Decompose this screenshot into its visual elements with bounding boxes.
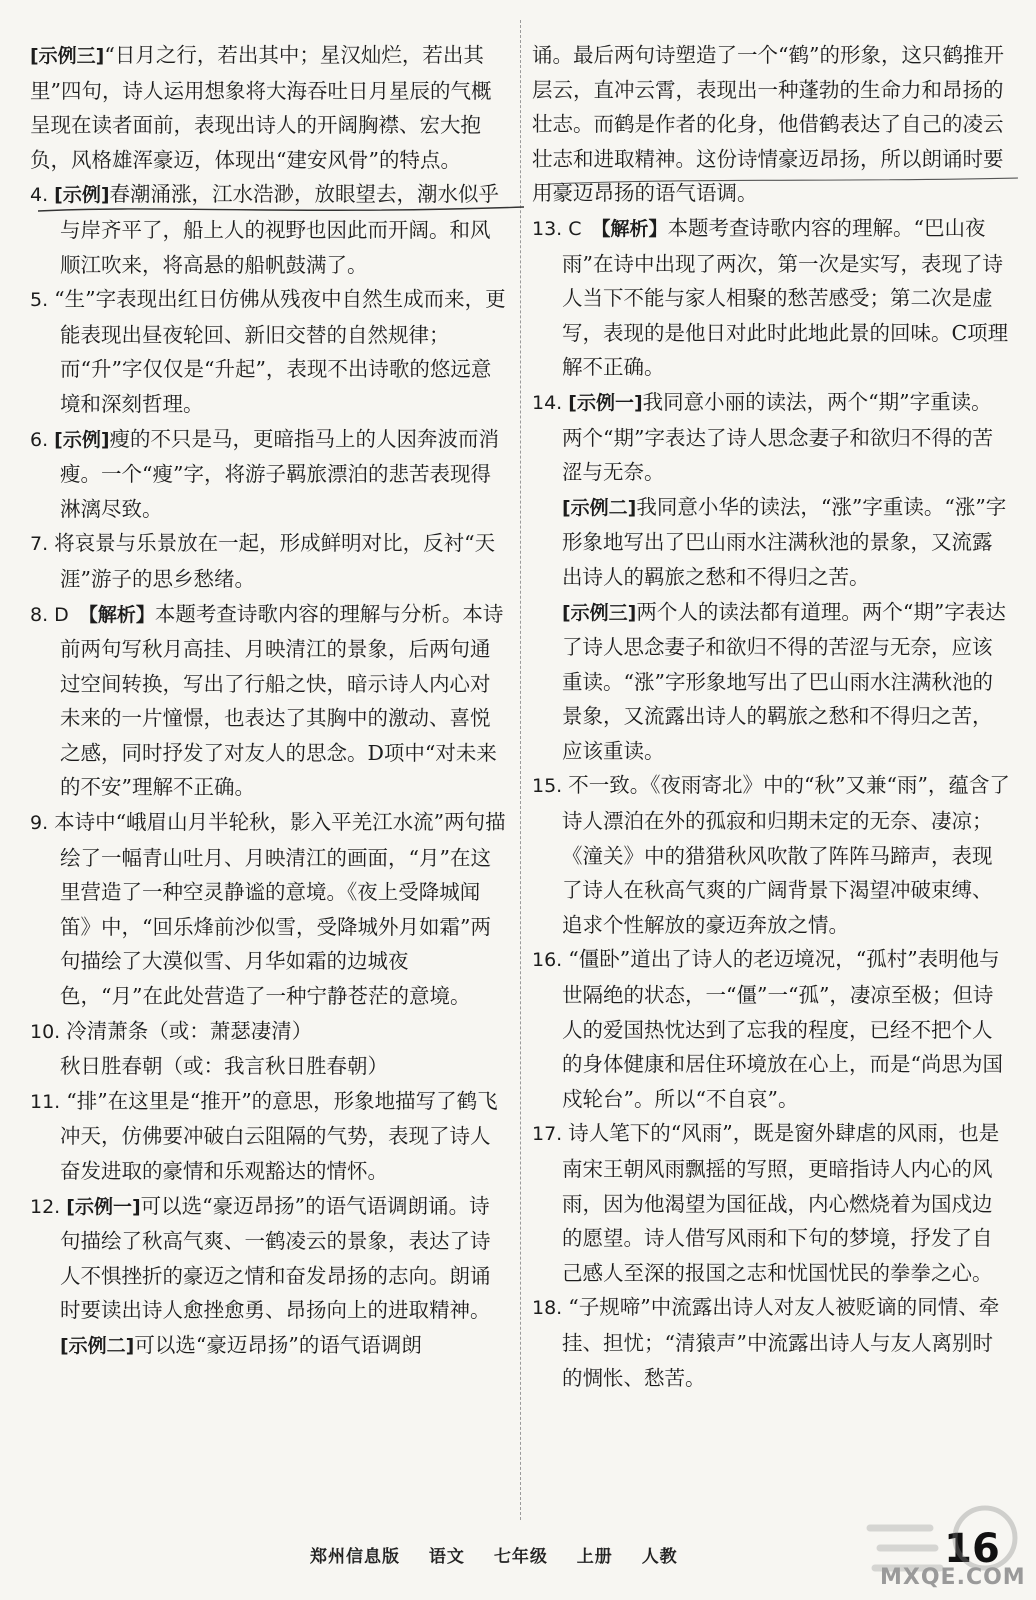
item-number: 7. [30, 533, 55, 556]
right-answer-item [532, 490, 1010, 595]
answer-letter: C [568, 217, 582, 240]
item-number: 10. [30, 1020, 67, 1043]
example-tag: [示例一] [66, 1195, 141, 1218]
item-number: 18. [532, 1297, 569, 1320]
answer-text: 本题考查诗歌内容的理解。“巴山夜雨”在诗中出现了两次，第一次是实写，表现了诗人当下不能与家人相聚的愁苦感受；第二次是虚写，表现的是他日对此时此地此景的回味。C项理解不正确。 [562, 215, 1009, 380]
answer-text: 将哀景与乐景放在一起，形成鲜明对比，反衬“天涯”游子的思乡愁绪。 [54, 531, 496, 591]
left-answer-item [30, 805, 508, 1014]
page-number: 16 [944, 1526, 1000, 1572]
footer-grade: 七年级 [493, 1547, 548, 1567]
footer-subject: 语文 [428, 1547, 465, 1567]
example-tag: [示例三] [562, 601, 637, 624]
right-answer-item [532, 595, 1010, 769]
left-answer-item [30, 282, 508, 421]
left-answer-item [30, 1189, 508, 1328]
answer-text: 两个人的读法都有道理。两个“期”字表达了诗人思念妻子和欲归不得的苦涩与无奈，应该重读。“涨”字形象地写出了巴山雨水注满秋池的景象，又流露出诗人的羁旅之愁和不得归之苦，应该重读。 [562, 599, 1006, 763]
left-column [30, 38, 508, 1364]
item-number: 16. [532, 949, 569, 972]
item-number: 17. [532, 1123, 569, 1146]
right-answer-item [532, 1290, 1010, 1395]
answer-text: 可以选“豪迈昂扬”的语气语调朗 [134, 1332, 422, 1357]
example-tag: [示例] [54, 184, 110, 207]
item-number: 13. [532, 217, 569, 240]
footer-info [310, 1542, 700, 1567]
item-number: 12. [30, 1195, 67, 1218]
answer-text: “僵卧”道出了诗人的老迈境况，“孤村”表明他与世隔绝的状态，一“僵”一“孤”，凄凉至极；但诗人的爱国热忱达到了忘我的程度，已经不把个人的身体健康和居住环境放在心上，而是“尚思为国戍轮台”。所以“不自哀”。 [562, 947, 1003, 1111]
answer-text: “生”字表现出红日仿佛从残夜中自然生成而来，更能表现出昼夜轮回、新旧交替的自然规律；而“升”字仅仅是“升起”，表现不出诗歌的悠远意境和深刻哲理。 [54, 287, 506, 416]
item-number: 8. [30, 603, 55, 626]
watermark-text: MXQE.COM [880, 1565, 1026, 1590]
item-number: 4. [30, 184, 55, 207]
item-number: 15. [532, 775, 569, 798]
answer-text: 诵。最后两句诗塑造了一个“鹤”的形象，这只鹤推开层云，直冲云霄，表现出一种蓬勃的生命力和昂扬的壮志。而鹤是作者的化身，他借鹤表达了自己的凌云壮志和进取精神。这份诗情豪迈昂扬，所以朗诵时要用豪迈昂扬的语气语调。 [532, 43, 1004, 206]
example-tag: [示例一] [568, 391, 643, 414]
left-answer-item [30, 177, 508, 282]
answer-text: 瘦的不只是马，更暗指马上的人因奔波而消瘦。一个“瘦”字，将游子羁旅漂泊的悲苦表现得淋漓尽致。 [60, 426, 500, 521]
left-answer-item [30, 422, 508, 527]
answer-text: 可以选“豪迈昂扬”的语气语调朗诵。诗句描绘了秋高气爽、一鹤凌云的景象，表达了诗人不惧挫折的豪迈之情和奋发昂扬的志向。朗诵时要读出诗人愈挫愈勇、昂扬向上的进取精神。 [60, 1193, 491, 1323]
left-answer-item [30, 38, 508, 177]
right-answer-item [532, 768, 1010, 942]
item-number: 5. [30, 289, 55, 312]
answer-text: 不一致。《夜雨寄北》中的“秋”又兼“雨”，蕴含了诗人漂泊在外的孤寂和归期未定的无奈、凄凉；《潼关》中的猎猎秋风吹散了阵阵马蹄声，表现了诗人在秋高气爽的广阔背景下渴望冲破束缚、追求个性解放的豪迈奔放之情。 [562, 773, 1010, 937]
left-answer-item [30, 1328, 508, 1364]
right-answer-item [532, 38, 1010, 211]
example-tag: 【解析】 [591, 217, 668, 240]
answer-text: 本题考查诗歌内容的理解与分析。本诗前两句写秋月高挂、月映清江的景象，后两句通过空间转换，写出了行船之快，暗示诗人内心对未来的一片憧憬，也表达了其胸中的激动、喜悦之感，同时抒发了对友人的思念。D项中“对未来的不安”理解不正确。 [60, 601, 504, 800]
example-tag: [示例三] [30, 45, 105, 67]
left-answer-item [30, 1084, 508, 1189]
answer-text: 诗人笔下的“风雨”，既是窗外肆虐的风雨，也是南宋王朝风雨飘摇的写照，更暗指诗人内心的风雨，因为他渴望为国征战，内心燃烧着为国戍边的愿望。诗人借写风雨和下句的梦境，抒发了自己感人至深的报国之志和忧国忧民的拳拳之心。 [562, 1121, 1000, 1285]
left-answer-item [30, 1014, 508, 1084]
footer-edition: 郑州信息版 [310, 1547, 400, 1567]
right-answer-item [532, 942, 1010, 1116]
example-tag: [示例] [54, 428, 110, 451]
item-number: 9. [30, 812, 55, 835]
right-answer-item [532, 211, 1010, 385]
item-number: 14. [532, 391, 569, 414]
answer-text-extra: 秋日胜春朝（或：我言秋日胜春朝） [60, 1054, 388, 1079]
answer-letter: D [54, 603, 69, 626]
answer-text: “排”在这里是“推开”的意思，形象地描写了鹤飞冲天，仿佛要冲破白云阻隔的气势，表现了诗人奋发进取的豪情和乐观豁达的情怀。 [60, 1088, 498, 1183]
column-divider [520, 20, 521, 1520]
item-number: 11. [30, 1090, 67, 1113]
right-answer-item [532, 385, 1010, 490]
answer-text: 冷清萧条（或：萧瑟凄清） [66, 1018, 313, 1043]
answer-text: 我同意小丽的读法，两个“期”字重读。两个“期”字表达了诗人思念妻子和欲归不得的苦涩与无奈。 [562, 389, 993, 485]
answer-text: 春潮涌涨，江水浩渺，放眼望去，潮水似乎与岸齐平了，船上人的视野也因此而开阔。和风顺江吹来，将高悬的船帆鼓满了。 [60, 182, 500, 277]
right-answer-item [532, 1116, 1010, 1290]
footer-volume: 上册 [576, 1547, 613, 1567]
left-answer-item [30, 526, 508, 596]
answer-text: “日月之行，若出其中；星汉灿烂，若出其里”四句，诗人运用想象将大海吞吐日月星辰的气概呈现在读者面前，表现出诗人的开阔胸襟、宏大抱负，风格雄浑豪迈，体现出“建安风骨”的特点。 [30, 43, 492, 172]
footer-publisher: 人教 [641, 1547, 678, 1567]
right-column [532, 38, 1010, 1395]
answer-text: “子规啼”中流露出诗人对友人被贬谪的同情、牵挂、担忧；“清猿声”中流露出诗人与友人离别时的惆怅、愁苦。 [562, 1295, 1000, 1390]
answer-text: 我同意小华的读法，“涨”字重读。“涨”字形象地写出了巴山雨水注满秋池的景象，又流露出诗人的羁旅之愁和不得归之苦。 [562, 494, 1007, 589]
example-tag: [示例二] [562, 496, 637, 519]
left-answer-item [30, 597, 508, 806]
answer-text: 本诗中“峨眉山月半轮秋，影入平羌江水流”两句描绘了一幅青山吐月、月映清江的画面，“月”在这里营造了一种空灵静谧的意境。《夜上受降城闻笛》中，“回乐烽前沙似雪，受降城外月如霜”两句描绘了大漠似雪、月华如霜的边城夜色，“月”在此处营造了一种宁静苍茫的意境。 [54, 810, 506, 1009]
item-number: 6. [30, 428, 55, 451]
example-tag: 【解析】 [78, 603, 155, 626]
example-tag: [示例二] [60, 1334, 135, 1357]
